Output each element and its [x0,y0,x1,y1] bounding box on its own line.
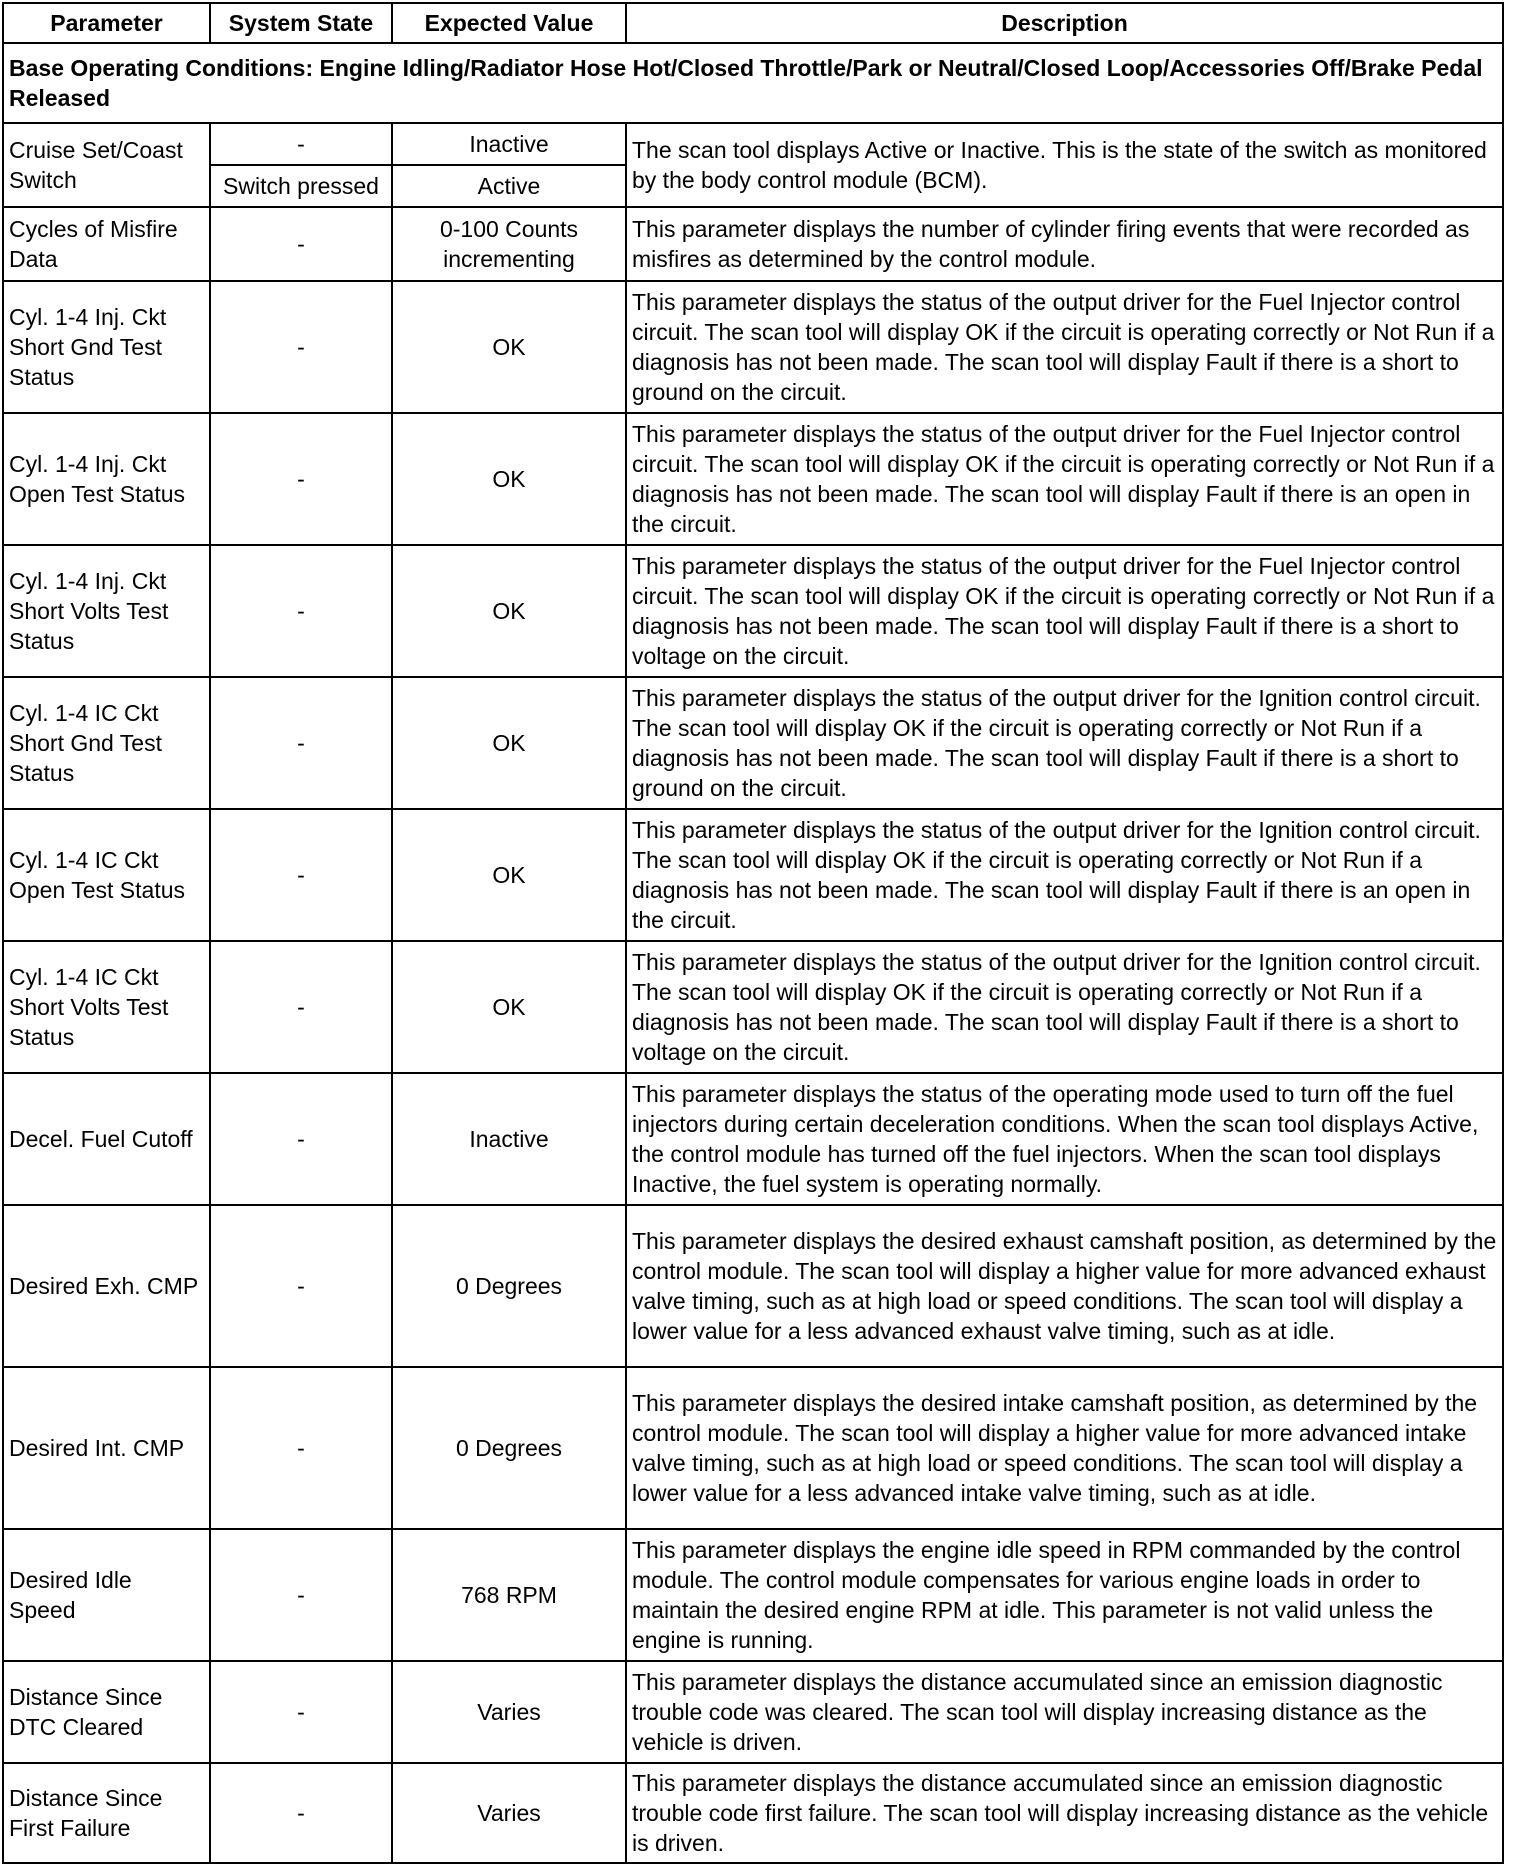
expected-value-cell: OK [392,809,626,941]
description-cell: This parameter displays the desired exhaust camshaft position, as determined by the control module. The scan tool will display a higher value for more advanced exhaust valve timing, such as at high load or speed conditions. The scan tool will display a lower value for a less advanced exhaust valve timing, such as at idle. [626,1205,1503,1367]
parameter-cell: Cyl. 1-4 IC Ckt Short Gnd Test Status [3,677,210,809]
system-state-cell: Switch pressed [210,165,392,207]
expected-value-cell: Active [392,165,626,207]
parameter-cell: Cruise Set/Coast Switch [3,123,210,207]
parameter-cell: Cyl. 1-4 Inj. Ckt Short Volts Test Status [3,545,210,677]
expected-value-cell: 0 Degrees [392,1205,626,1367]
description-cell: This parameter displays the distance accumulated since an emission diagnostic trouble code first failure. The scan tool will display increasing distance as the vehicle is driven. [626,1763,1503,1863]
expected-value-cell: Inactive [392,123,626,165]
parameter-cell: Desired Exh. CMP [3,1205,210,1367]
expected-value-cell: OK [392,281,626,413]
parameter-cell: Distance Since DTC Cleared [3,1661,210,1763]
table-row [3,941,1503,1073]
base-conditions-row [3,43,1503,123]
header-system-state: System State [210,3,392,43]
system-state-cell: - [210,207,392,281]
description-cell: The scan tool displays Active or Inactive. This is the state of the switch as monitored by the body control module (BCM). [626,123,1503,207]
system-state-cell: - [210,1073,392,1205]
parameter-cell: Cycles of Misfire Data [3,207,210,281]
expected-value-cell: 768 RPM [392,1529,626,1661]
description-cell: This parameter displays the status of the operating mode used to turn off the fuel injectors during certain deceleration conditions. When the scan tool displays Active, the control module has turned off the fuel injectors. When the scan tool displays Inactive, the fuel system is operating normally. [626,1073,1503,1205]
system-state-cell: - [210,809,392,941]
system-state-cell: - [210,281,392,413]
expected-value-cell: OK [392,941,626,1073]
parameter-cell: Decel. Fuel Cutoff [3,1073,210,1205]
system-state-cell: - [210,1661,392,1763]
system-state-cell: - [210,413,392,545]
base-conditions-text: Base Operating Conditions: Engine Idling/Radiator Hose Hot/Closed Throttle/Park or Neutral/Closed Loop/Accessories Off/Brake Pedal Released [3,43,1503,123]
system-state-cell: - [210,545,392,677]
table-row [3,281,1503,413]
table-row [3,1205,1503,1367]
table-row [3,1763,1503,1863]
system-state-cell: - [210,1763,392,1863]
parameter-cell: Desired Int. CMP [3,1367,210,1529]
expected-value-cell: Varies [392,1763,626,1863]
system-state-cell: - [210,1367,392,1529]
parameter-cell: Distance Since First Failure [3,1763,210,1863]
table-row [3,123,1503,165]
expected-value-cell: OK [392,677,626,809]
description-cell: This parameter displays the status of the output driver for the Ignition control circuit. The scan tool will display OK if the circuit is operating correctly or Not Run if a diagnosis has not been made. The scan tool will display Fault if there is a short to ground on the circuit. [626,677,1503,809]
expected-value-cell: 0 Degrees [392,1367,626,1529]
table-row [3,413,1503,545]
header-expected-value: Expected Value [392,3,626,43]
description-cell: This parameter displays the status of the output driver for the Ignition control circuit. The scan tool will display OK if the circuit is operating correctly or Not Run if a diagnosis has not been made. The scan tool will display Fault if there is a short to voltage on the circuit. [626,941,1503,1073]
table-row [3,677,1503,809]
description-cell: This parameter displays the number of cylinder firing events that were recorded as misfires as determined by the control module. [626,207,1503,281]
expected-value-cell: OK [392,545,626,677]
table-row [3,545,1503,677]
table-row [3,1661,1503,1763]
parameter-cell: Cyl. 1-4 Inj. Ckt Open Test Status [3,413,210,545]
scan-tool-parameter-table [2,2,1504,1864]
table-row [3,207,1503,281]
expected-value-cell: Inactive [392,1073,626,1205]
table-row [3,1529,1503,1661]
expected-value-cell: OK [392,413,626,545]
table-row [3,1073,1503,1205]
parameter-cell: Cyl. 1-4 IC Ckt Short Volts Test Status [3,941,210,1073]
description-cell: This parameter displays the status of the output driver for the Fuel Injector control circuit. The scan tool will display OK if the circuit is operating correctly or Not Run if a diagnosis has not been made. The scan tool will display Fault if there is a short to ground on the circuit. [626,281,1503,413]
description-cell: This parameter displays the status of the output driver for the Ignition control circuit. The scan tool will display OK if the circuit is operating correctly or Not Run if a diagnosis has not been made. The scan tool will display Fault if there is an open in the circuit. [626,809,1503,941]
system-state-cell: - [210,941,392,1073]
parameter-cell: Desired Idle Speed [3,1529,210,1661]
description-cell: This parameter displays the status of the output driver for the Fuel Injector control circuit. The scan tool will display OK if the circuit is operating correctly or Not Run if a diagnosis has not been made. The scan tool will display Fault if there is an open in the circuit. [626,413,1503,545]
table-row [3,809,1503,941]
system-state-cell: - [210,123,392,165]
system-state-cell: - [210,1205,392,1367]
description-cell: This parameter displays the desired intake camshaft position, as determined by the control module. The scan tool will display a higher value for more advanced intake valve timing, such as at high load or speed conditions. The scan tool will display a lower value for a less advanced intake valve timing, such as at idle. [626,1367,1503,1529]
system-state-cell: - [210,677,392,809]
description-cell: This parameter displays the distance accumulated since an emission diagnostic trouble code was cleared. The scan tool will display increasing distance as the vehicle is driven. [626,1661,1503,1763]
parameter-cell: Cyl. 1-4 Inj. Ckt Short Gnd Test Status [3,281,210,413]
expected-value-cell: 0-100 Counts incrementing [392,207,626,281]
table-header-row [3,3,1503,43]
description-cell: This parameter displays the engine idle speed in RPM commanded by the control module. The control module compensates for various engine loads in order to maintain the desired engine RPM at idle. This parameter is not valid unless the engine is running. [626,1529,1503,1661]
table-row [3,1367,1503,1529]
header-description: Description [626,3,1503,43]
system-state-cell: - [210,1529,392,1661]
expected-value-cell: Varies [392,1661,626,1763]
header-parameter: Parameter [3,3,210,43]
description-cell: This parameter displays the status of the output driver for the Fuel Injector control circuit. The scan tool will display OK if the circuit is operating correctly or Not Run if a diagnosis has not been made. The scan tool will display Fault if there is a short to voltage on the circuit. [626,545,1503,677]
parameter-cell: Cyl. 1-4 IC Ckt Open Test Status [3,809,210,941]
